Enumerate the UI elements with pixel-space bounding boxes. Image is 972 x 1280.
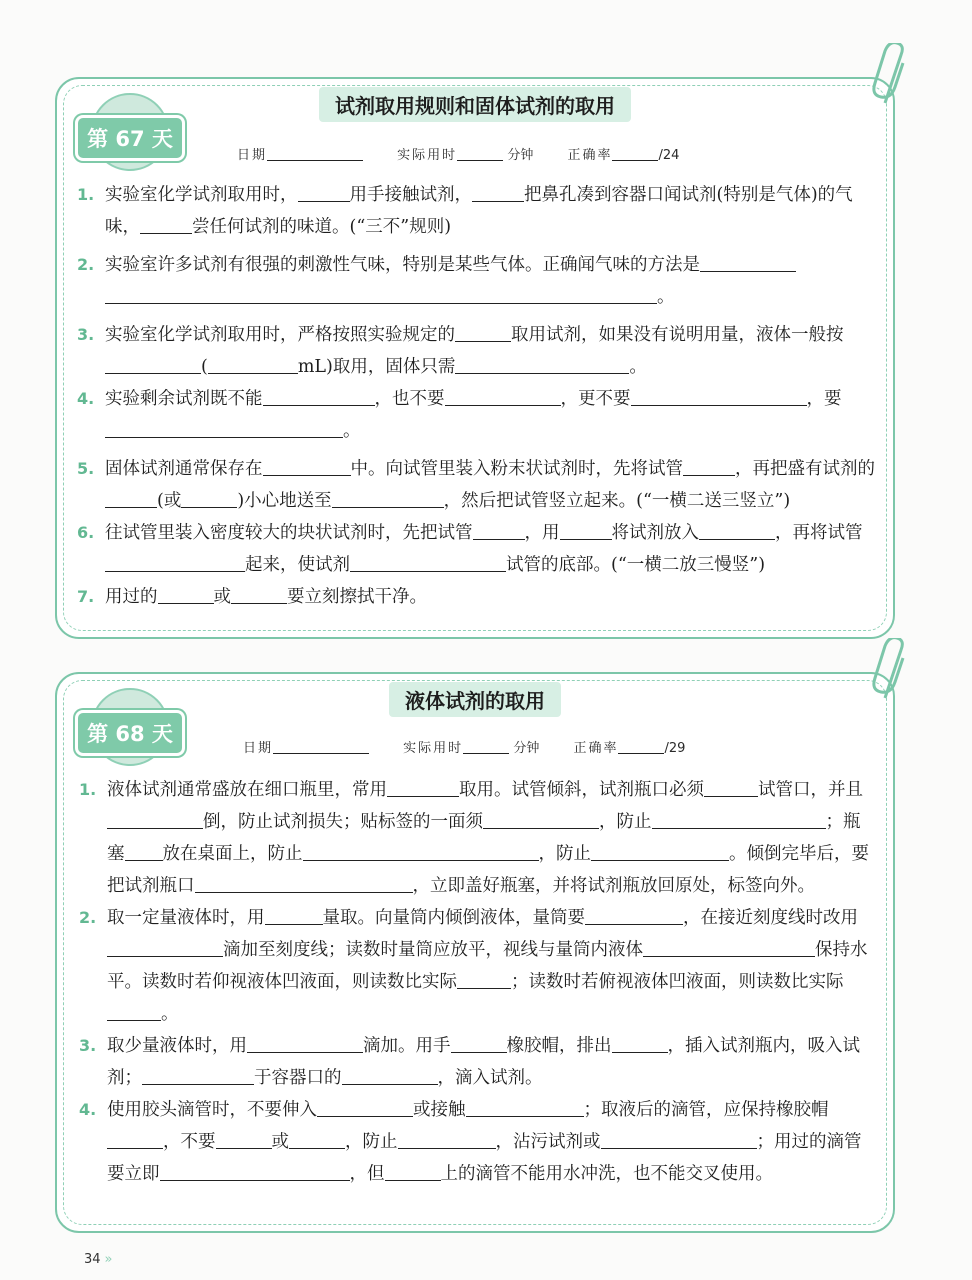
answer-blank[interactable]	[770, 811, 826, 830]
question-number: 3.	[79, 1036, 97, 1055]
question-3	[79, 1030, 877, 1094]
answer-blank[interactable]	[142, 1067, 254, 1086]
question-1	[79, 774, 877, 902]
answer-blank[interactable]	[107, 939, 223, 958]
question-number: 1.	[79, 780, 97, 799]
answer-blank[interactable]	[298, 184, 350, 203]
question-number: 1.	[77, 185, 95, 204]
question-number: 3.	[77, 325, 95, 344]
answer-blank[interactable]	[704, 779, 758, 798]
answer-blank[interactable]	[560, 522, 612, 541]
answer-blank[interactable]	[699, 522, 775, 541]
question-number: 5.	[77, 459, 95, 478]
date-label: 日期	[237, 148, 268, 163]
question-text: 滴加至刻度线；读数时量筒应放平，视线与量筒内液体	[223, 940, 643, 960]
question-text: 滴加。用手	[363, 1036, 451, 1056]
question-text: 。	[657, 287, 675, 307]
question-text: ，不要	[163, 1132, 216, 1152]
page-number-text: 34	[84, 1252, 101, 1267]
question-list	[77, 179, 877, 613]
time-label: 实际用时	[403, 741, 464, 756]
answer-blank[interactable]	[683, 458, 735, 477]
question-text: ；读数时若俯视液体凹液面，则读数比实际	[511, 972, 844, 992]
question-text: 要立刻擦拭干净。	[287, 587, 427, 607]
answer-blank[interactable]	[216, 1131, 272, 1150]
question-5	[77, 453, 877, 517]
question-text: ，插入试剂瓶内，吸入试剂；	[107, 1036, 860, 1088]
answer-blank[interactable]	[181, 490, 237, 509]
date-field[interactable]	[273, 740, 369, 754]
question-text: 保持水平。读数时若仰视液体凹液面，则读数比实际	[107, 940, 868, 992]
question-text: 倒，防止试剂损失；贴标签的一面须	[203, 812, 483, 832]
answer-blank[interactable]	[105, 420, 343, 439]
question-text: 试管口，并且	[758, 780, 863, 800]
question-text: ，立即盖好瓶塞，并将试剂瓶放回原处，标签向外。	[412, 876, 815, 896]
answer-blank[interactable]	[265, 907, 323, 926]
section-title: 试剂取用规则和固体试剂的取用	[319, 87, 631, 122]
meta-row	[243, 737, 685, 756]
question-text: (或	[157, 491, 182, 511]
question-text: 用过的	[105, 587, 158, 607]
question-text: ，防止	[345, 1132, 398, 1152]
time-field[interactable]	[457, 147, 503, 161]
question-text: 取少量液体时，用	[107, 1036, 247, 1056]
question-6	[77, 517, 877, 581]
question-text: )小心地送至	[237, 491, 332, 511]
accuracy-total: /29	[664, 741, 686, 756]
question-number: 4.	[77, 389, 95, 408]
question-text: ；瓶塞	[107, 812, 861, 864]
question-text: 往试管里装入密度较大的块状试剂时，先把试管	[105, 523, 473, 543]
answer-blank[interactable]	[652, 811, 770, 830]
answer-blank[interactable]	[140, 216, 192, 235]
question-text: 把鼻孔凑到容器口闻试剂(特别是气体)的气味，	[105, 185, 853, 237]
time-field[interactable]	[463, 740, 509, 754]
question-text: ；用过的滴管要立即	[107, 1132, 862, 1184]
day68-card	[55, 672, 895, 1233]
question-text: 取一定量液体时，用	[107, 908, 265, 928]
page-arrow-icon: »	[104, 1252, 113, 1267]
answer-blank[interactable]	[263, 458, 351, 477]
answer-blank[interactable]	[700, 254, 796, 273]
question-text: ，防止	[538, 844, 591, 864]
question-text: 液体试剂通常盛放在细口瓶里，常用	[107, 780, 387, 800]
section-title: 液体试剂的取用	[389, 682, 561, 717]
question-text: 实验室化学试剂取用时，	[105, 185, 298, 205]
question-text: ，在接近刻度线时改用	[683, 908, 858, 928]
question-text: 或接触	[413, 1100, 466, 1120]
accuracy-field[interactable]	[618, 740, 664, 754]
question-text: ，沾污试剂或	[495, 1132, 601, 1152]
answer-blank[interactable]	[612, 1035, 668, 1054]
answer-blank[interactable]	[105, 554, 245, 573]
time-unit: 分钟	[507, 148, 534, 163]
question-list	[79, 774, 877, 1190]
question-text: 使用胶头滴管时，不要伸入	[107, 1100, 317, 1120]
answer-blank[interactable]	[472, 184, 524, 203]
paperclip-icon	[871, 638, 913, 708]
meta-row	[237, 144, 679, 163]
question-text: 实验室化学试剂取用时，严格按照实验规定的	[105, 325, 455, 345]
date-label: 日期	[243, 741, 274, 756]
answer-blank[interactable]	[107, 1003, 161, 1022]
time-unit: 分钟	[513, 741, 540, 756]
question-text: ，但	[349, 1164, 385, 1184]
question-text: 起来，使试剂	[245, 555, 350, 575]
accuracy-label: 正确率	[567, 148, 613, 163]
question-text: 上的滴管不能用水冲洗，也不能交叉使用。	[440, 1164, 773, 1184]
question-2	[79, 902, 877, 1030]
question-text: 量取。向量筒内倾倒液体，量筒要	[322, 908, 585, 928]
answer-blank[interactable]	[303, 843, 539, 862]
answer-blank[interactable]	[208, 356, 298, 375]
question-text: ，然后把试管竖立起来。(“一横二送三竖立”)	[443, 491, 791, 511]
answer-blank[interactable]	[289, 1131, 345, 1150]
answer-blank[interactable]	[105, 356, 201, 375]
accuracy-total: /24	[658, 148, 680, 163]
answer-blank[interactable]	[263, 388, 375, 407]
answer-blank[interactable]	[455, 356, 629, 375]
question-text: 实验室许多试剂有很强的刺激性气味，特别是某些气体。正确闻气味的方法是	[105, 255, 700, 275]
answer-blank[interactable]	[591, 843, 729, 862]
question-text: 于容器口的	[254, 1068, 342, 1088]
question-text: 或	[271, 1132, 289, 1152]
question-number: 2.	[77, 255, 95, 274]
question-text: mL)取用，固体只需	[297, 357, 456, 377]
answer-blank[interactable]	[107, 1131, 163, 1150]
answer-blank[interactable]	[350, 554, 506, 573]
question-text: 。倾倒完毕后，要把试剂瓶口	[107, 844, 869, 896]
question-text: 取用试剂，如果没有说明用量，液体一般按	[511, 325, 844, 345]
answer-blank[interactable]	[332, 490, 444, 509]
question-text: 。	[629, 357, 647, 377]
answer-blank[interactable]	[160, 1163, 350, 1182]
question-number: 7.	[77, 587, 95, 606]
answer-blank[interactable]	[105, 490, 157, 509]
paperclip-icon	[871, 43, 913, 113]
question-text: 用手接触试剂，	[349, 185, 472, 205]
question-1	[77, 179, 877, 243]
answer-blank[interactable]	[247, 1035, 363, 1054]
answer-blank[interactable]	[158, 586, 214, 605]
answer-blank[interactable]	[342, 1067, 438, 1086]
answer-blank[interactable]	[107, 811, 203, 830]
answer-blank[interactable]	[445, 388, 561, 407]
question-text: ，再将试管	[775, 523, 863, 543]
answer-blank[interactable]	[643, 939, 779, 958]
question-text: 。	[343, 421, 361, 441]
question-text: ，滴入试剂。	[437, 1068, 543, 1088]
question-4	[79, 1094, 877, 1190]
answer-blank[interactable]	[387, 779, 459, 798]
answer-blank[interactable]	[385, 1163, 441, 1182]
question-text: ，防止	[599, 812, 652, 832]
question-text: ，也不要	[374, 389, 445, 409]
question-number: 2.	[79, 908, 97, 927]
date-field[interactable]	[267, 147, 363, 161]
answer-blank[interactable]	[231, 586, 287, 605]
answer-blank[interactable]	[585, 907, 683, 926]
question-text: ，更不要	[560, 389, 631, 409]
accuracy-label: 正确率	[573, 741, 619, 756]
answer-blank[interactable]	[779, 939, 815, 958]
answer-blank[interactable]	[105, 286, 657, 305]
day67-card	[55, 77, 895, 639]
answer-blank[interactable]	[631, 388, 807, 407]
question-7	[77, 581, 877, 613]
answer-blank[interactable]	[451, 1035, 507, 1054]
question-number: 6.	[77, 523, 95, 542]
question-text: ，再把盛有试剂的	[735, 459, 875, 479]
answer-blank[interactable]	[195, 875, 413, 894]
answer-blank[interactable]	[466, 1099, 584, 1118]
question-text: 将试剂放入	[611, 523, 699, 543]
question-text: 取用。试管倾斜，试剂瓶口必须	[459, 780, 704, 800]
question-4	[77, 383, 877, 447]
question-text: 橡胶帽，排出	[506, 1036, 612, 1056]
answer-blank[interactable]	[457, 971, 511, 990]
question-text: 尝任何试剂的味道。(“三不”规则)	[192, 217, 452, 237]
question-text: (	[201, 357, 208, 377]
question-text: ，要	[806, 389, 842, 409]
answer-blank[interactable]	[483, 811, 599, 830]
question-text: 固体试剂通常保存在	[105, 459, 263, 479]
question-2	[77, 249, 877, 313]
answer-blank[interactable]	[455, 324, 511, 343]
question-text: ，用	[524, 523, 560, 543]
question-text: 实验剩余试剂既不能	[105, 389, 263, 409]
question-text: 放在桌面上，防止	[162, 844, 303, 864]
day-badge: 第 67 天	[75, 115, 185, 161]
question-number: 4.	[79, 1100, 97, 1119]
question-text: 中。向试管里装入粉末状试剂时，先将试管	[350, 459, 683, 479]
answer-blank[interactable]	[317, 1099, 413, 1118]
question-text: ；取液后的滴管，应保持橡胶帽	[583, 1100, 829, 1120]
answer-blank[interactable]	[473, 522, 525, 541]
day-badge: 第 68 天	[75, 710, 185, 756]
question-text: 试管的底部。(“一横二放三慢竖”)	[506, 555, 766, 575]
page-number	[84, 1252, 113, 1267]
accuracy-field[interactable]	[612, 147, 658, 161]
question-3	[77, 319, 877, 383]
question-text: 。	[161, 1004, 179, 1024]
question-text: 或	[213, 587, 231, 607]
answer-blank[interactable]	[125, 843, 163, 862]
answer-blank[interactable]	[398, 1131, 496, 1150]
answer-blank[interactable]	[601, 1131, 757, 1150]
time-label: 实际用时	[397, 148, 458, 163]
